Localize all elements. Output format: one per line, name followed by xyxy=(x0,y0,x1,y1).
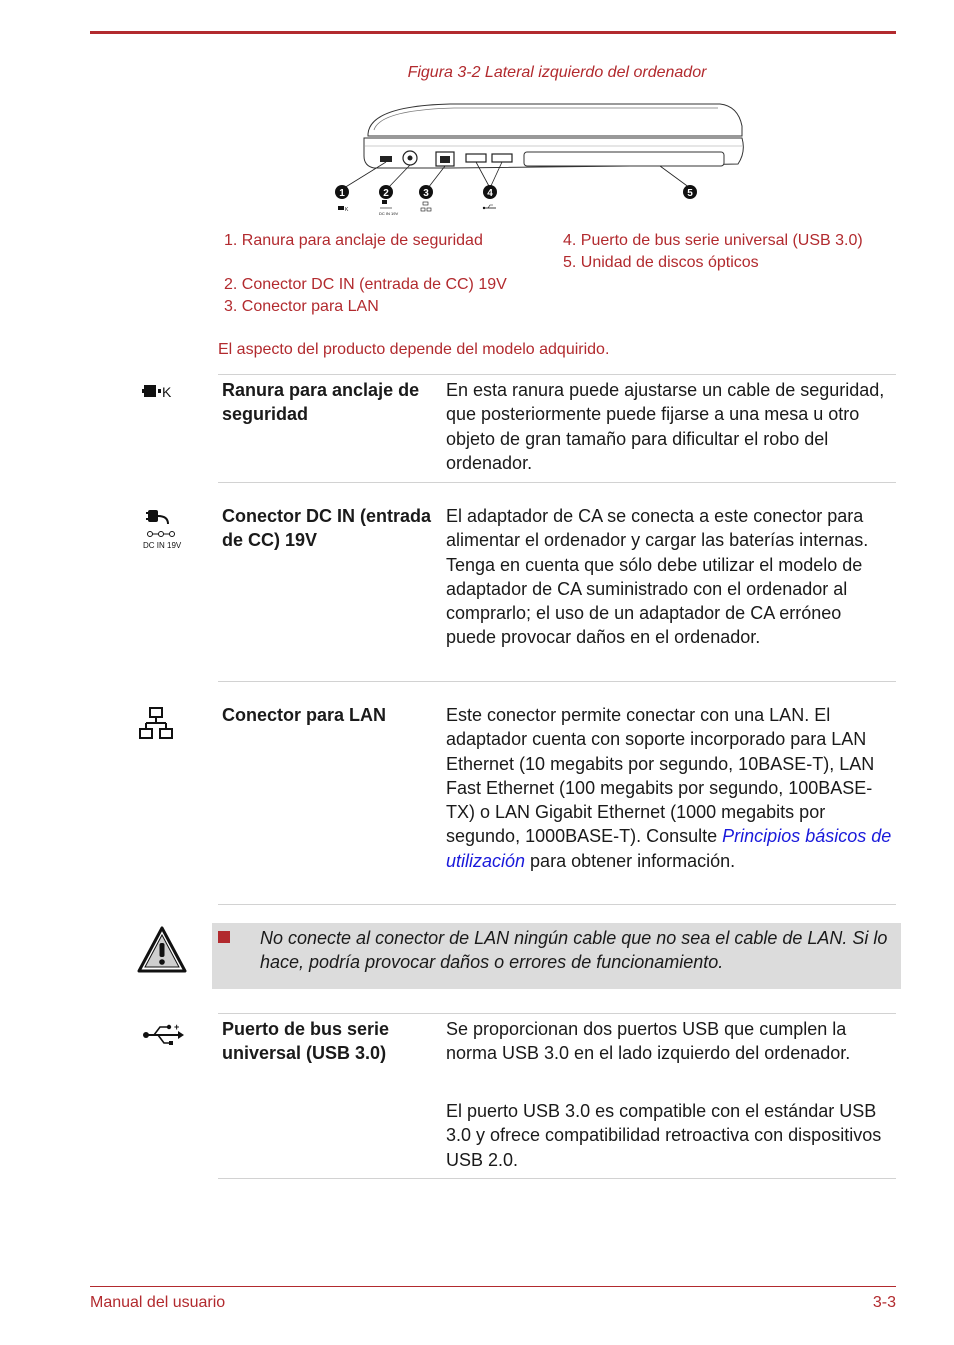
svg-text:K: K xyxy=(345,207,349,213)
desc-usb-1: Se proporcionan dos puertos USB que cumplen la norma USB 3.0 en el lado izquierdo del ordenador. xyxy=(446,1019,851,1064)
usb-mini-icon xyxy=(483,205,496,209)
callout-3 xyxy=(419,185,433,199)
dc-in-icon-label: DC IN 19V xyxy=(143,541,182,550)
optical-drive xyxy=(524,152,724,166)
callout-1 xyxy=(335,185,349,199)
desc-lan xyxy=(446,703,896,873)
legend-item-4: 4. Puerto de bus serie universal (USB 3.0) xyxy=(563,232,863,249)
callout-4 xyxy=(483,185,497,199)
laptop-left-side-figure xyxy=(330,96,760,221)
term-usb: Puerto de bus serie universal (USB 3.0) xyxy=(222,1019,390,1064)
svg-text:2: 2 xyxy=(383,188,389,199)
desc-lan-text: Este conector permite conectar con una LAN. El adaptador cuenta con soporte incorporado para LAN Ethernet (10 megabits por segundo, 10BASE-T), LAN Fast Ethernet (100 megabits por segundo, 100BASE-TX) o LAN Gigabit Ethernet (1000 megabits por segundo, 1000BASE-T). Consulte xyxy=(446,705,875,847)
legend-item-1: 1. Ranura para anclaje de seguridad xyxy=(224,232,483,249)
security-lock-icon xyxy=(138,380,186,402)
product-note: El aspecto del producto depende del modelo adquirido. xyxy=(218,341,610,358)
divider xyxy=(218,1178,896,1179)
desc-security-slot: En esta ranura puede ajustarse un cable de seguridad, que posteriormente puede fijarse a una mesa u otro objeto de gran tamaño para dificultar el robo del ordenador. xyxy=(446,380,885,473)
term-lan: Conector para LAN xyxy=(222,705,387,725)
figure-legend-left xyxy=(224,230,554,318)
term-dc-in: Conector DC IN (entrada de CC) 19V xyxy=(222,506,432,551)
security-lock-mini-icon xyxy=(338,206,349,213)
lan-mini-icon xyxy=(421,202,431,211)
term-security-slot: Ranura para anclaje de seguridad xyxy=(222,380,420,425)
callout-2 xyxy=(379,185,393,199)
footer-title: Manual del usuario xyxy=(90,1294,226,1311)
desc-lan-text-end: para obtener información. xyxy=(525,850,736,871)
warning-text: No conecte al conector de LAN ningún cable que no sea el cable de LAN. Si lo hace, podría provocar daños o errores de funcionamiento. xyxy=(260,928,888,973)
lan-icon xyxy=(138,706,178,742)
usb-port-2 xyxy=(492,154,512,162)
desc-dc-in: El adaptador de CA se conecta a este conector para alimentar el ordenador y cargar las baterías internas. Tenga en cuenta que sólo debe utilizar el modelo de adaptador de CA suministrado con el ordenador al comprarlo; el uso de un adaptador de CA erróneo puede provocar daños en el ordenador. xyxy=(446,506,869,648)
dc-in-icon xyxy=(138,506,186,550)
svg-text:+: + xyxy=(174,1022,180,1032)
svg-text:1: 1 xyxy=(339,188,345,199)
svg-text:5: 5 xyxy=(687,188,693,199)
footer-page-number: 3-3 xyxy=(872,1294,896,1311)
figure-legend-right xyxy=(563,230,893,274)
divider xyxy=(218,482,896,483)
warning-bullet xyxy=(218,931,230,943)
svg-text:4: 4 xyxy=(487,188,493,199)
usb-port-1 xyxy=(466,154,486,162)
divider xyxy=(218,1013,896,1014)
security-slot xyxy=(380,156,392,162)
divider xyxy=(218,904,896,905)
legend-item-3: 3. Conector para LAN xyxy=(224,298,379,315)
svg-text:K: K xyxy=(162,384,172,400)
bottom-rule xyxy=(90,1286,896,1287)
top-rule xyxy=(90,31,896,34)
link-principios-basicos[interactable]: Principios básicos de utilización xyxy=(446,826,892,871)
divider xyxy=(218,681,896,682)
warning-triangle-icon xyxy=(136,925,188,975)
svg-text:DC IN 19V: DC IN 19V xyxy=(379,211,399,216)
legend-item-2: 2. Conector DC IN (entrada de CC) 19V xyxy=(224,276,507,293)
figure-caption: Figura 3-2 Lateral izquierdo del ordenador xyxy=(407,64,707,81)
legend-item-5: 5. Unidad de discos ópticos xyxy=(563,254,759,271)
divider xyxy=(218,374,896,375)
dc-in-mini-icon xyxy=(379,200,398,216)
desc-usb-2: El puerto USB 3.0 es compatible con el estándar USB 3.0 y ofrece compatibilidad retroactiva con dispositivos USB 2.0. xyxy=(446,1101,882,1170)
usb-icon xyxy=(138,1022,186,1048)
svg-text:3: 3 xyxy=(423,188,429,199)
callout-5 xyxy=(683,185,697,199)
